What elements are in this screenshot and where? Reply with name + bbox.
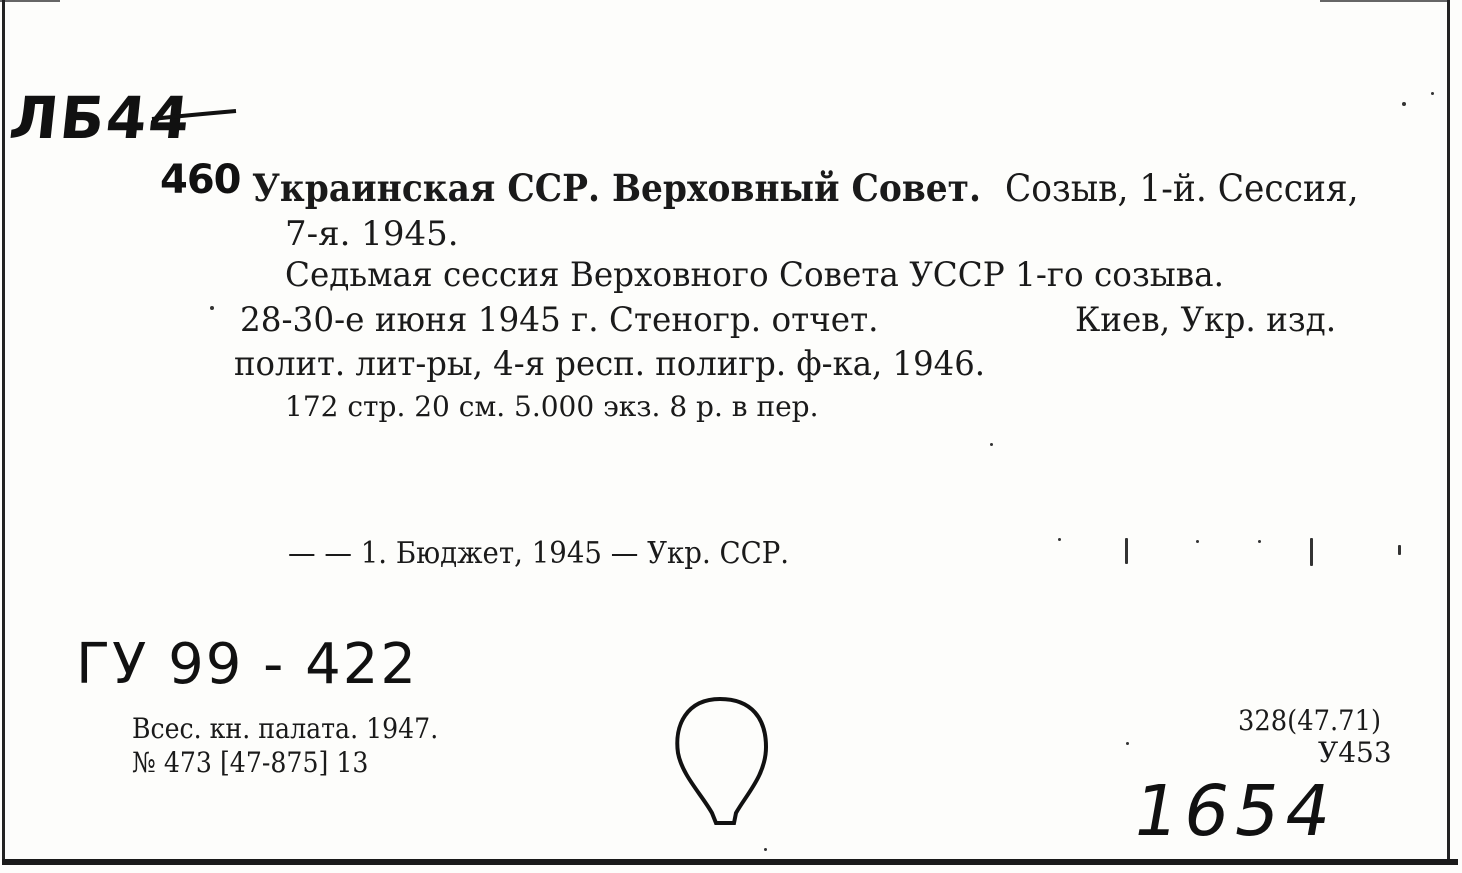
imprint-place: Киев, Укр. изд. bbox=[1075, 300, 1337, 340]
title-line-2: 28-30-е июня 1945 г. Стеногр. отчет. bbox=[240, 300, 879, 340]
heading-line-2: 7-я. 1945. bbox=[285, 214, 459, 254]
collation: 172 стр. 20 см. 5.000 экз. 8 р. в пер. bbox=[285, 390, 819, 423]
scan-speck bbox=[1398, 545, 1401, 555]
scan-speck bbox=[990, 443, 993, 446]
heading-session: Созыв, 1-й. Сессия, bbox=[1004, 167, 1359, 210]
subject-tracing: — — 1. Бюджет, 1945 — Укр. ССР. bbox=[288, 536, 790, 571]
scan-speck bbox=[764, 848, 767, 851]
title-line-3: полит. лит-ры, 4-я респ. полигр. ф-ка, 1946. bbox=[234, 344, 986, 384]
heading-line-1 bbox=[252, 166, 1359, 210]
scan-speck bbox=[1431, 92, 1434, 95]
call-number-top: ЛБ44 bbox=[6, 84, 195, 152]
scan-speck bbox=[210, 306, 214, 310]
card-border-bottom bbox=[2, 859, 1458, 865]
card-border-right bbox=[1447, 0, 1450, 862]
scan-speck bbox=[1310, 538, 1313, 566]
chamber-line-2: № 473 [47-875] 13 bbox=[132, 746, 369, 779]
scan-speck bbox=[1402, 102, 1406, 106]
call-number-divider bbox=[150, 105, 240, 125]
scan-speck bbox=[1258, 540, 1261, 543]
call-number-bottom: 460 bbox=[160, 157, 241, 203]
card-border-top bbox=[0, 0, 60, 2]
card-border-left bbox=[2, 0, 5, 860]
author-mark: У453 bbox=[1318, 736, 1392, 769]
punch-hole bbox=[672, 695, 772, 835]
handwritten-number: 1654 bbox=[1126, 770, 1344, 852]
card-border-top-right bbox=[1320, 0, 1450, 2]
scan-speck bbox=[1196, 540, 1199, 543]
scan-speck bbox=[1058, 538, 1061, 541]
scan-speck bbox=[1126, 742, 1129, 745]
classification-number: 328(47.71) bbox=[1238, 704, 1382, 737]
chamber-line-1: Всес. кн. палата. 1947. bbox=[132, 712, 439, 745]
title-line-1: Седьмая сессия Верховного Совета УССР 1-го созыва. bbox=[285, 255, 1224, 295]
heading-author: Украинская ССР. Верховный Совет. bbox=[252, 166, 981, 210]
scan-speck bbox=[1125, 538, 1128, 564]
handwritten-code: ГУ 99 - 422 bbox=[76, 632, 419, 697]
